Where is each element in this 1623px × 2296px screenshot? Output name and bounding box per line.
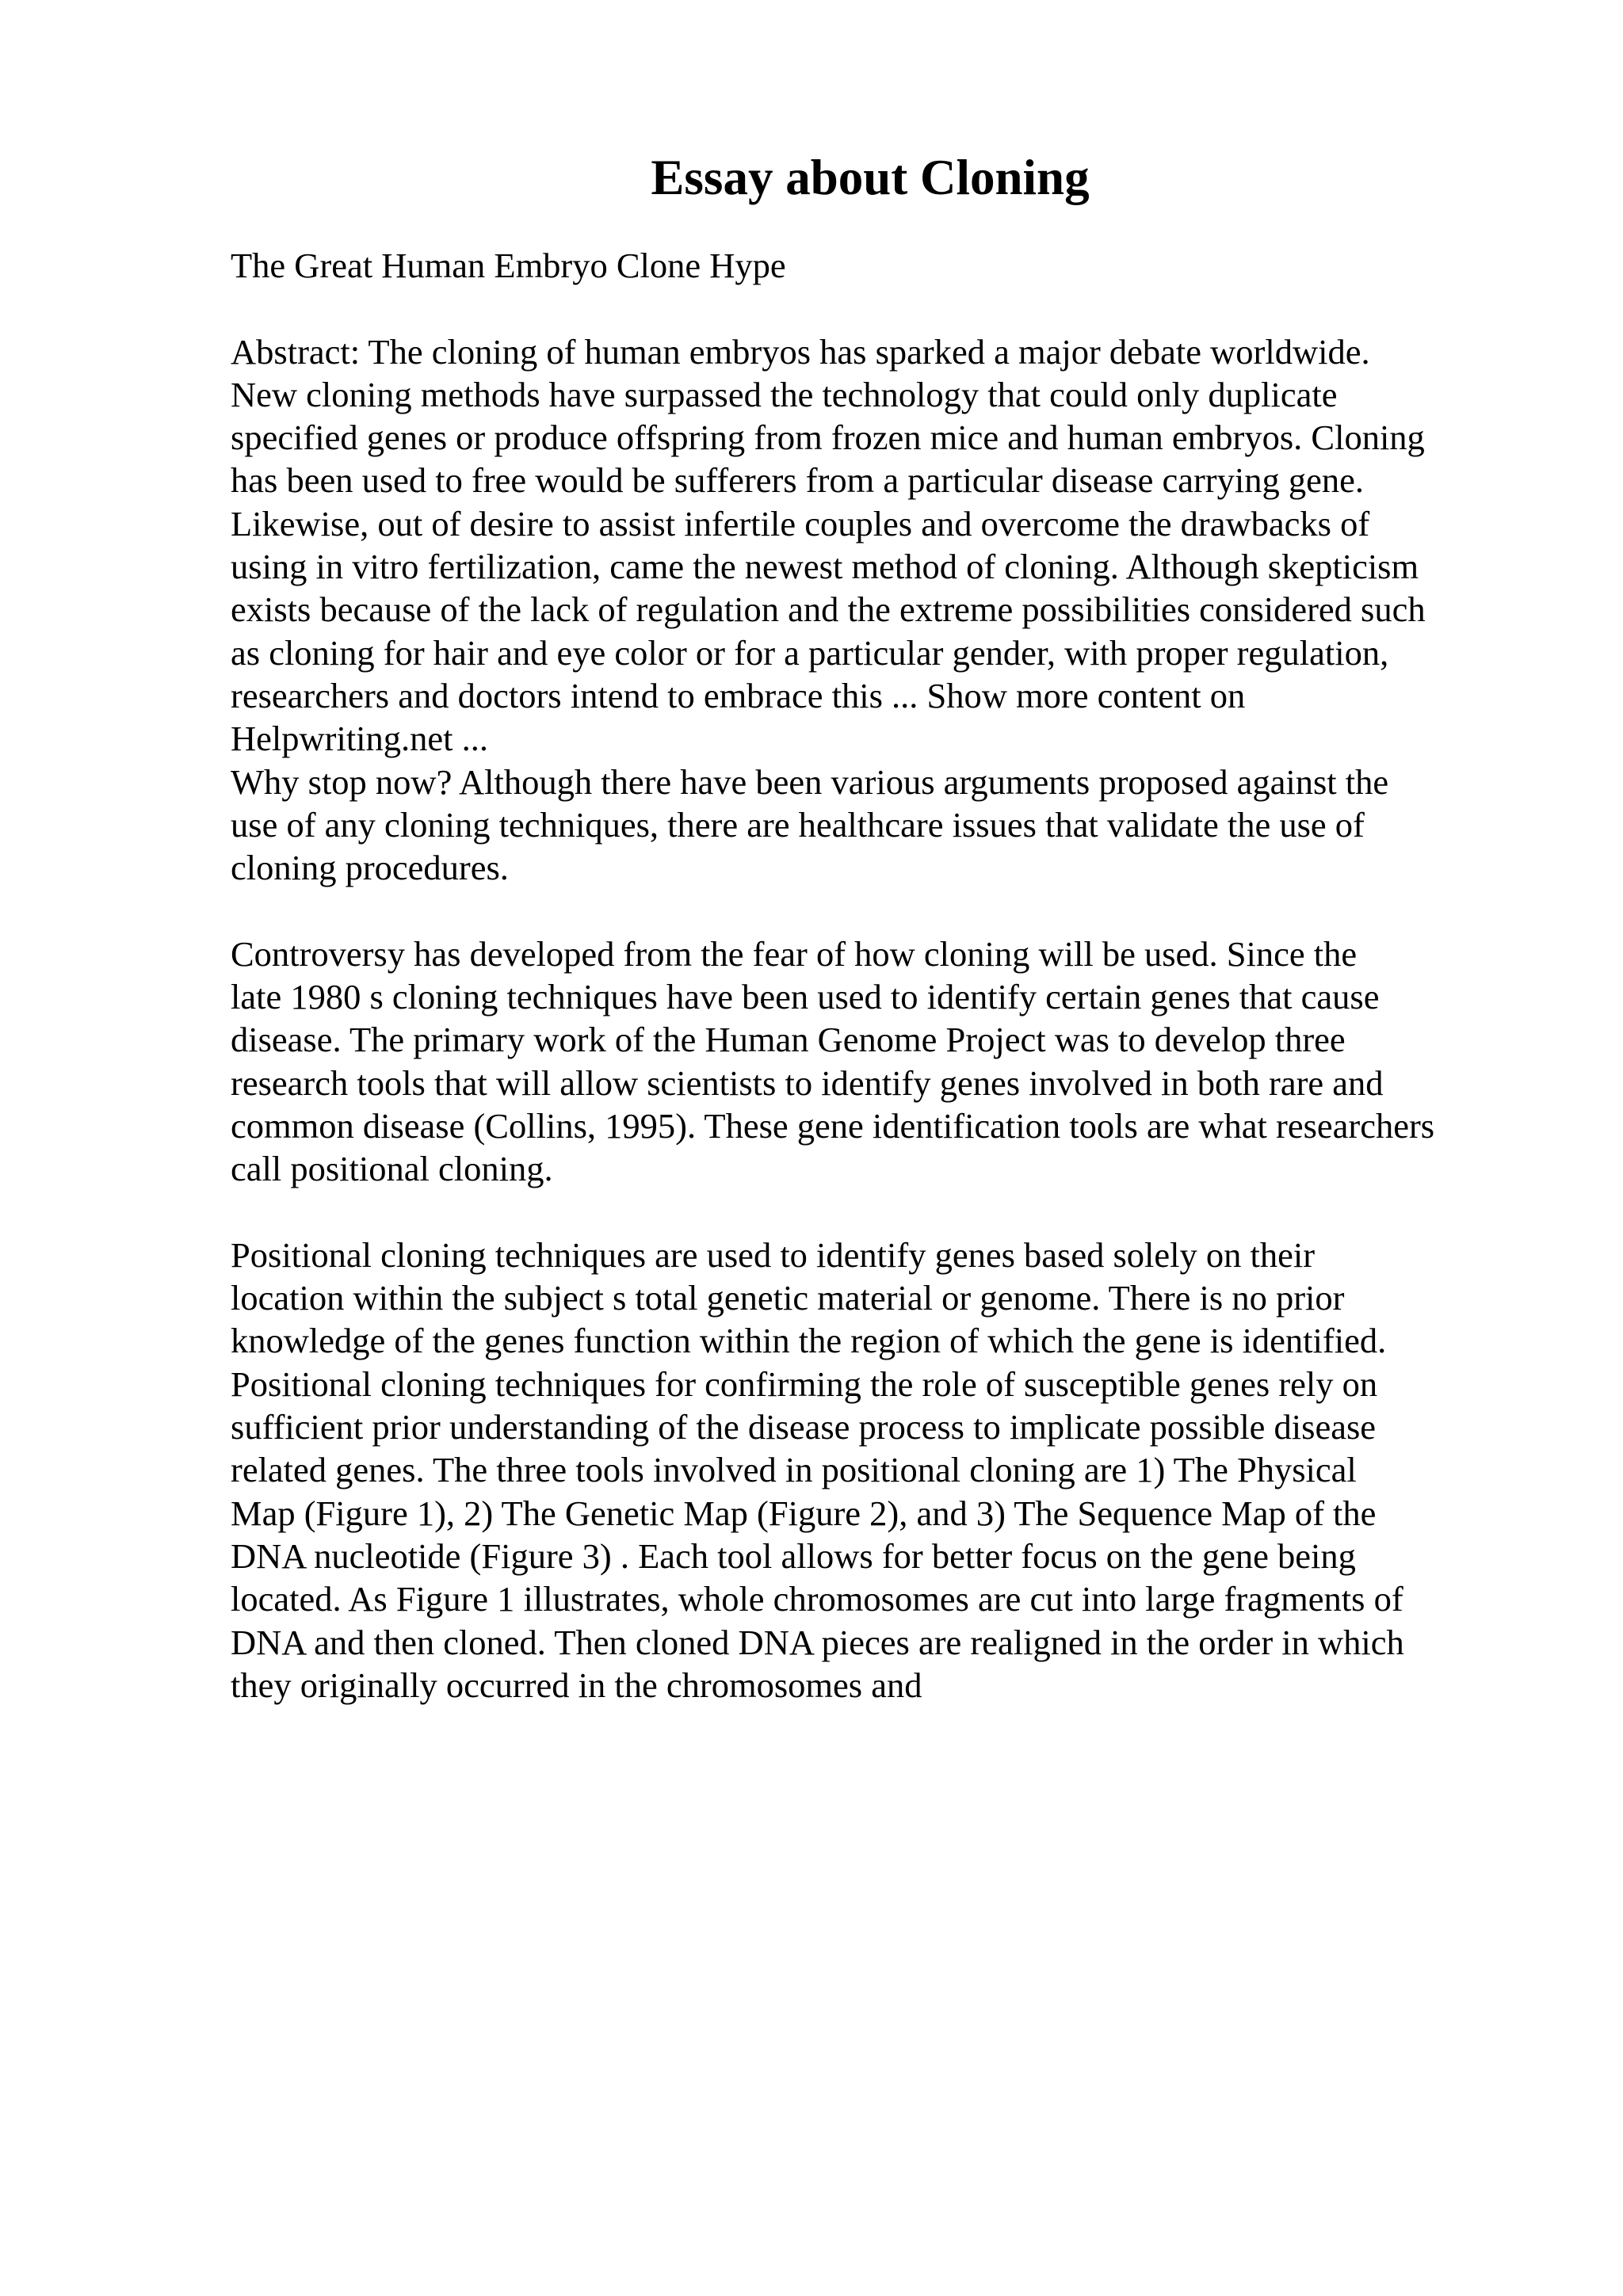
text-line: has been used to free would be sufferers from a particular disease carrying gene. <box>231 460 1364 501</box>
text-line: cloning procedures. <box>231 848 509 888</box>
document-body <box>231 244 1530 1707</box>
text-line: use of any cloning techniques, there are healthcare issues that validate the use of <box>231 804 1365 845</box>
text-line: Abstract: The cloning of human embryos has sparked a major debate worldwide. <box>231 331 1370 372</box>
document-title: Essay about Cloning <box>651 150 1090 205</box>
text-line: location within the subject s total genetic material or genome. There is no prior <box>231 1278 1345 1318</box>
text-line: New cloning methods have surpassed the technology that could only duplicate <box>231 374 1338 414</box>
text-line: Map (Figure 1), 2) The Genetic Map (Figure 2), and 3) The Sequence Map of the <box>231 1493 1377 1533</box>
text-line: specified genes or produce offspring from frozen mice and human embryos. Cloning <box>231 418 1425 458</box>
text-line: sufficient prior understanding of the disease process to implicate possible disease <box>231 1407 1377 1447</box>
text-line: common disease (Collins, 1995). These gene identification tools are what researchers <box>231 1105 1435 1146</box>
text-line: DNA and then cloned. Then cloned DNA pieces are realigned in the order in which <box>231 1622 1404 1662</box>
text-line: researchers and doctors intend to embrace this ... Show more content on <box>231 675 1246 715</box>
text-line: disease. The primary work of the Human Genome Project was to develop three <box>231 1020 1346 1060</box>
text-line: Why stop now? Although there have been various arguments proposed against the <box>231 761 1389 802</box>
text-line: located. As Figure 1 illustrates, whole chromosomes are cut into large fragments of <box>231 1579 1403 1619</box>
text-line: Positional cloning techniques are used to identify genes based solely on their <box>231 1234 1316 1275</box>
text-line: call positional cloning. <box>231 1149 553 1189</box>
text-line: using in vitro fertilization, came the newest method of cloning. Although skepticism <box>231 547 1419 587</box>
text-line: related genes. The three tools involved in positional cloning are 1) The Physical <box>231 1450 1357 1490</box>
text-line: Likewise, out of desire to assist infertile couples and overcome the drawbacks of <box>231 503 1370 543</box>
paragraph-gap <box>231 1191 1530 1234</box>
text-line: Controversy has developed from the fear of how cloning will be used. Since the <box>231 933 1358 974</box>
text-line: Helpwriting.net ... <box>231 719 489 759</box>
text-line: Positional cloning techniques for confirming the role of susceptible genes rely on <box>231 1363 1378 1404</box>
text-line: as cloning for hair and eye color or for a particular gender, with proper regulation, <box>231 632 1389 673</box>
text-line: they originally occurred in the chromosomes and <box>231 1665 922 1705</box>
paragraph-gap <box>231 889 1530 932</box>
text-line: research tools that will allow scientists to identify genes involved in both rare and <box>231 1062 1384 1103</box>
paragraph-gap <box>231 287 1530 330</box>
subtitle-line: The Great Human Embryo Clone Hype <box>231 246 786 285</box>
text-line: knowledge of the genes function within the region of which the gene is identified. <box>231 1321 1387 1361</box>
text-line: exists because of the lack of regulation and the extreme possibilities considered such <box>231 589 1426 630</box>
text-line: DNA nucleotide (Figure 3) . Each tool allows for better focus on the gene being <box>231 1535 1356 1576</box>
text-line: late 1980 s cloning techniques have been used to identify certain genes that cause <box>231 977 1380 1017</box>
